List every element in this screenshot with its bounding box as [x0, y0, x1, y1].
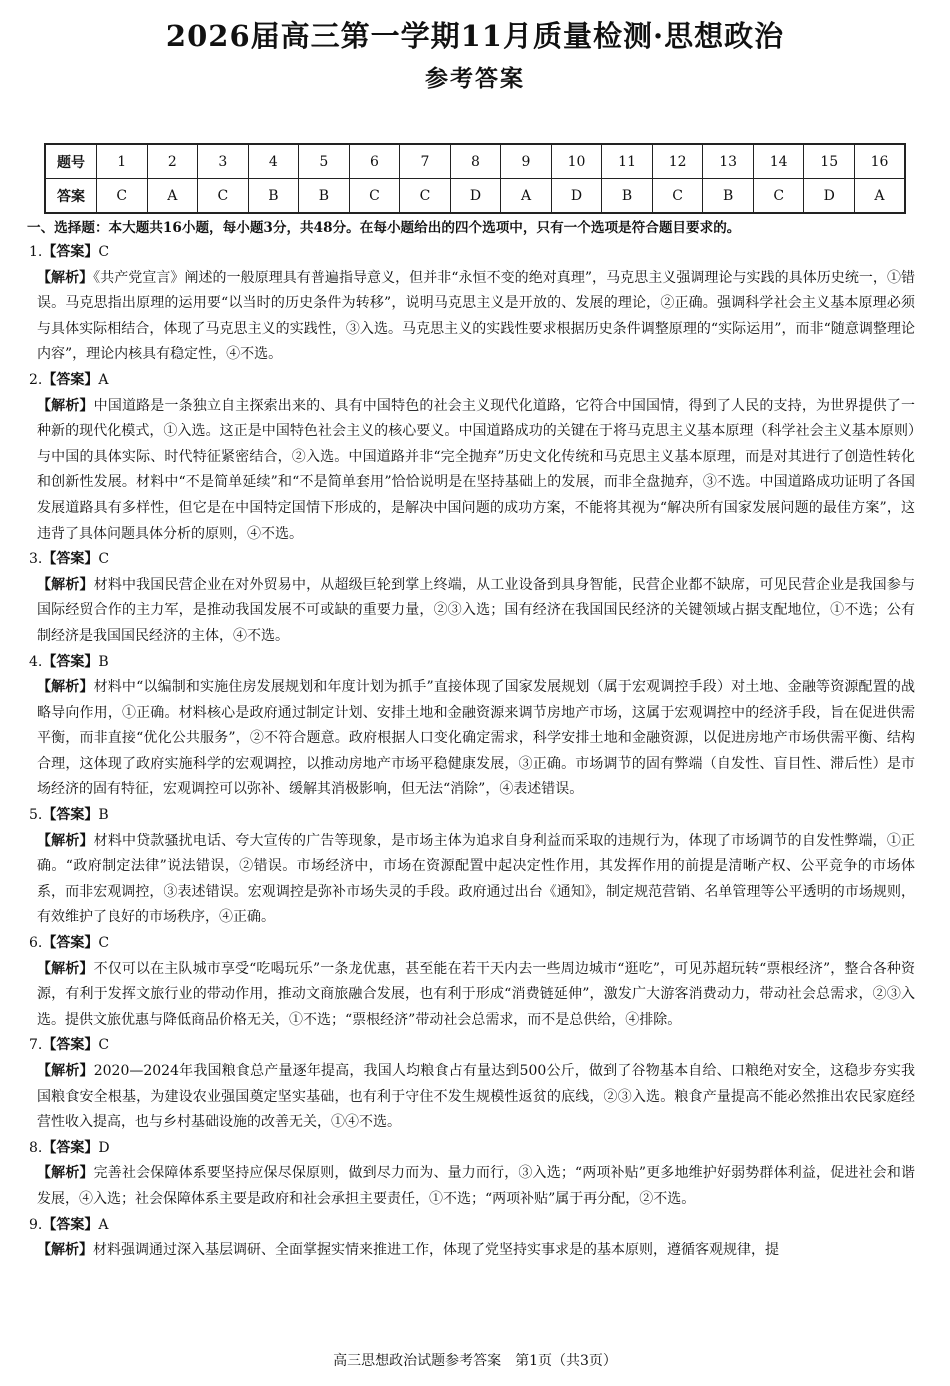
question-item	[29, 1136, 916, 1213]
explanation	[37, 1161, 915, 1212]
question-number-cell: 2	[147, 144, 198, 179]
question-number: 5.	[29, 807, 43, 824]
answer-cell: A	[147, 179, 198, 214]
explanation-text: 2020—2024年我国粮食总产量逐年提高，我国人均粮食占有量达到500公斤，做到了谷物基本自给、口粮绝对安全，这稳步夯实我国粮食安全根基，为建设农业强国奠定坚实基础，也有利于守住不发生规模性返贫的底线，②③入选。粮食产量提高不能必然推出农民家庭经营性收入提高，也与乡村基础设施的改善无关，①④不选。	[37, 1063, 915, 1131]
explanation-text: 材料中“以编制和实施住房发展规划和年度计划为抓手”直接体现了国家发展规划（属于宏观调控手段）对土地、金融等资源配置的战略导向作用，①正确。材料核心是政府通过制定计划、安排土地和金融资源来调节房地产市场，这属于宏观调控中的经济手段，旨在促进供需平衡，而非直接“优化公共服务”，②不符合题意。政府根据人口变化确定需求，科学安排土地和金融资源，以促进房地产市场供需平衡、结构合理，这体现了政府实施科学的宏观调控，以推动房地产市场平稳健康发展，③正确。市场调节的固有弊端（自发性、盲目性、滞后性）是市场经济的固有特征，宏观调控可以弥补、缓解其消极影响，但无法“消除”，④表述错误。	[37, 679, 915, 798]
explain-tag: 【解析】	[37, 1165, 94, 1182]
question-number-cell: 13	[703, 144, 754, 179]
answer-cell: C	[97, 179, 148, 214]
answer-cell: B	[602, 179, 653, 214]
answer-value: C	[98, 551, 110, 568]
answer-line	[29, 1033, 915, 1059]
question-number-cell: 6	[349, 144, 400, 179]
explanation-text: 完善社会保障体系要坚持应保尽保原则，做到尽力而为、量力而行，③入选；“两项补贴”更多地维护好弱势群体利益，促进社会和谐发展，④入选；社会保障体系主要是政府和社会承担主要责任，①不选；“两项补贴”属于再分配，②不选。	[37, 1165, 916, 1207]
question-number-cell: 5	[299, 144, 350, 179]
explain-tag: 【解析】	[37, 832, 94, 849]
question-item	[29, 803, 915, 931]
explanation	[37, 957, 915, 1034]
explanation	[37, 829, 915, 931]
explanation-text: 材料中贷款骚扰电话、夸大宣传的广告等现象，是市场主体为追求自身利益而采取的违规行为，体现了市场调节的自发性弊端，①正确。“政府制定法律”说法错误，②错误。市场经济中，市场在资源配置中起决定性作用，其发挥作用的前提是清晰产权、公平竞争的市场体系，而非宏观调控，③表述错误。宏观调控是弥补市场失灵的手段。政府通过出台《通知》，制定规范营销、名单管理等公平透明的市场规则，有效维护了良好的市场秩序，④正确。	[37, 832, 915, 926]
answer-tag: 【答案】	[42, 1037, 99, 1054]
answer-tag: 【答案】	[42, 653, 99, 670]
answer-line	[29, 650, 915, 676]
answer-line	[29, 368, 915, 394]
question-item	[29, 1213, 915, 1264]
explanation	[37, 675, 915, 803]
explain-tag: 【解析】	[37, 679, 94, 696]
question-number: 2.	[29, 371, 43, 388]
question-number: 4.	[29, 653, 43, 670]
explanation	[37, 573, 915, 650]
answer-value: C	[98, 1037, 110, 1054]
answer-line	[29, 1136, 915, 1162]
question-item	[29, 547, 915, 649]
answer-value: C	[98, 244, 110, 260]
explain-tag: 【解析】	[37, 1063, 94, 1079]
answer-cell: B	[299, 179, 350, 214]
answer-table-answer-row	[45, 179, 905, 214]
explanation	[37, 394, 915, 548]
explanation-text: 材料中我国民营企业在对外贸易中，从超级巨轮到掌上终端，从工业设备到具身智能，民营企业都不缺席，可见民营企业是我国参与国际经贸合作的主力军，是推动我国发展不可或缺的重要力量，②③入选；国有经济在我国国民经济的关键领域占据支配地位，①不选；公有制经济是我国国民经济的主体，④不选。	[37, 576, 915, 644]
question-number: 3.	[29, 551, 43, 568]
answer-cell: D	[804, 179, 855, 214]
explanation-text: 不仅可以在主队城市享受“吃喝玩乐”一条龙优惠，甚至能在若干天内去一些周边城市“逛吃”，可见苏超玩转“票根经济”，整合各种资源，有利于发挥文旅行业的带动作用，推动文商旅融合发展，也有利于形成“消费链延伸”，激发广大游客消费动力，带动社会总需求，②③入选。提供文旅优惠与降低商品价格无关，①不选；“票根经济”带动社会总需求，而不是总供给，④排除。	[37, 960, 915, 1028]
question-item	[29, 240, 915, 368]
answer-tag: 【答案】	[42, 371, 99, 388]
answer-cell: C	[652, 179, 703, 214]
answer-value: B	[98, 653, 109, 670]
question-number-cell: 14	[753, 144, 804, 179]
answer-cell: B	[703, 179, 754, 214]
question-number-cell: 16	[854, 144, 905, 179]
answer-cell: C	[349, 179, 400, 214]
answer-cell: C	[198, 179, 249, 214]
answer-value: C	[98, 935, 110, 952]
row-label-number: 题号	[45, 144, 97, 179]
explanation-text: 中国道路是一条独立自主探索出来的、具有中国特色的社会主义现代化道路，它符合中国国情，得到了人民的支持，为世界提供了一种新的现代化模式，①入选。这正是中国特色社会主义的核心要义。中国道路成功的关键在于将马克思主义基本原理（科学社会主义基本原则）与中国的具体实际、时代特征紧密结合，②入选。中国道路并非“完全抛弃”历史文化传统和马克思主义基本原理，而是对其进行了创造性转化和创新性发展。材料中“不是简单延续”和“不是简单套用”恰恰说明是在坚持基础上的发展，而非全盘抛弃，③不选。中国道路成功证明了各国发展道路具有多样性，但它是在中国特定国情下形成的，是解决中国问题的成功方案，不能将其视为“解决所有国家发展问题的最佳方案”，这违背了具体问题具体分析的原则，④不选。	[37, 397, 915, 542]
question-number: 7.	[29, 1037, 43, 1054]
answer-value: A	[98, 1216, 109, 1233]
answer-tag: 【答案】	[42, 244, 99, 260]
answer-table	[44, 143, 906, 214]
answer-tag: 【答案】	[42, 935, 99, 952]
explain-tag: 【解析】	[37, 397, 94, 414]
answer-cell: D	[450, 179, 501, 214]
question-list	[29, 240, 916, 1264]
question-item	[29, 368, 915, 547]
answer-line	[29, 803, 915, 829]
answer-cell: A	[854, 179, 905, 214]
question-item	[29, 1033, 915, 1135]
answer-tag: 【答案】	[42, 807, 99, 824]
answer-tag: 【答案】	[42, 1216, 99, 1233]
answer-value: A	[98, 371, 109, 388]
page-title: 2026届高三第一学期11月质量检测·思想政治	[165, 19, 785, 53]
explanation	[37, 266, 915, 368]
question-number-cell: 9	[501, 144, 552, 179]
question-number-cell: 10	[551, 144, 602, 179]
answer-cell: A	[501, 179, 552, 214]
question-number-cell: 1	[97, 144, 148, 179]
answer-tag: 【答案】	[42, 551, 99, 568]
answer-cell: C	[753, 179, 804, 214]
explain-tag: 【解析】	[37, 960, 94, 977]
answer-value: D	[98, 1139, 110, 1156]
answer-cell: D	[551, 179, 602, 214]
answer-line	[29, 240, 915, 266]
explanation-text: 《共产党宣言》阐述的一般原理具有普遍指导意义，但并非“永恒不变的绝对真理”，马克思主义强调理论与实践的具体历史统一，①错误。马克思指出原理的运用要“以当时的历史条件为转移”，说明马克思主义是开放的、发展的理论，②正确。强调科学社会主义基本原理必须与具体实际相结合，体现了马克思主义的实践性，③入选。马克思主义的实践性要求根据历史条件调整原理的“实际运用”，而非“随意调整理论内容”，理论内核具有稳定性，④不选。	[37, 269, 915, 363]
answer-cell: B	[248, 179, 299, 214]
question-item	[29, 931, 915, 1033]
question-number-cell: 7	[400, 144, 451, 179]
explain-tag: 【解析】	[37, 576, 94, 593]
answer-line	[29, 547, 915, 573]
question-number: 6.	[29, 935, 43, 952]
question-number-cell: 8	[450, 144, 501, 179]
answer-table-number-row	[45, 144, 905, 179]
question-number-cell: 11	[602, 144, 653, 179]
question-number-cell: 3	[198, 144, 249, 179]
answer-value: B	[98, 807, 109, 824]
answer-cell: C	[400, 179, 451, 214]
answer-tag: 【答案】	[42, 1139, 99, 1156]
question-number: 9.	[29, 1216, 43, 1233]
explanation	[37, 1059, 915, 1136]
question-number: 8.	[29, 1139, 43, 1156]
question-item	[29, 650, 915, 804]
section-title: 一、选择题：本大题共16小题，每小题3分，共48分。在每小题给出的四个选项中，只有一个选项是符合题目要求的。	[27, 220, 741, 236]
explanation-text: 材料强调通过深入基层调研、全面掌握实情来推进工作，体现了党坚持实事求是的基本原则，遵循客观规律，提	[93, 1242, 779, 1259]
question-number-cell: 15	[804, 144, 855, 179]
page-footer: 高三思想政治试题参考答案 第1页（共3页）	[333, 1353, 617, 1369]
answer-line	[29, 1213, 915, 1239]
question-number-cell: 12	[652, 144, 703, 179]
explain-tag: 【解析】	[37, 1242, 93, 1259]
answer-line	[29, 931, 915, 957]
explain-tag: 【解析】	[37, 269, 94, 286]
question-number-cell: 4	[248, 144, 299, 179]
page-subtitle: 参考答案	[425, 65, 525, 92]
question-number: 1.	[29, 244, 43, 260]
row-label-answer: 答案	[45, 179, 97, 214]
explanation	[37, 1238, 915, 1264]
